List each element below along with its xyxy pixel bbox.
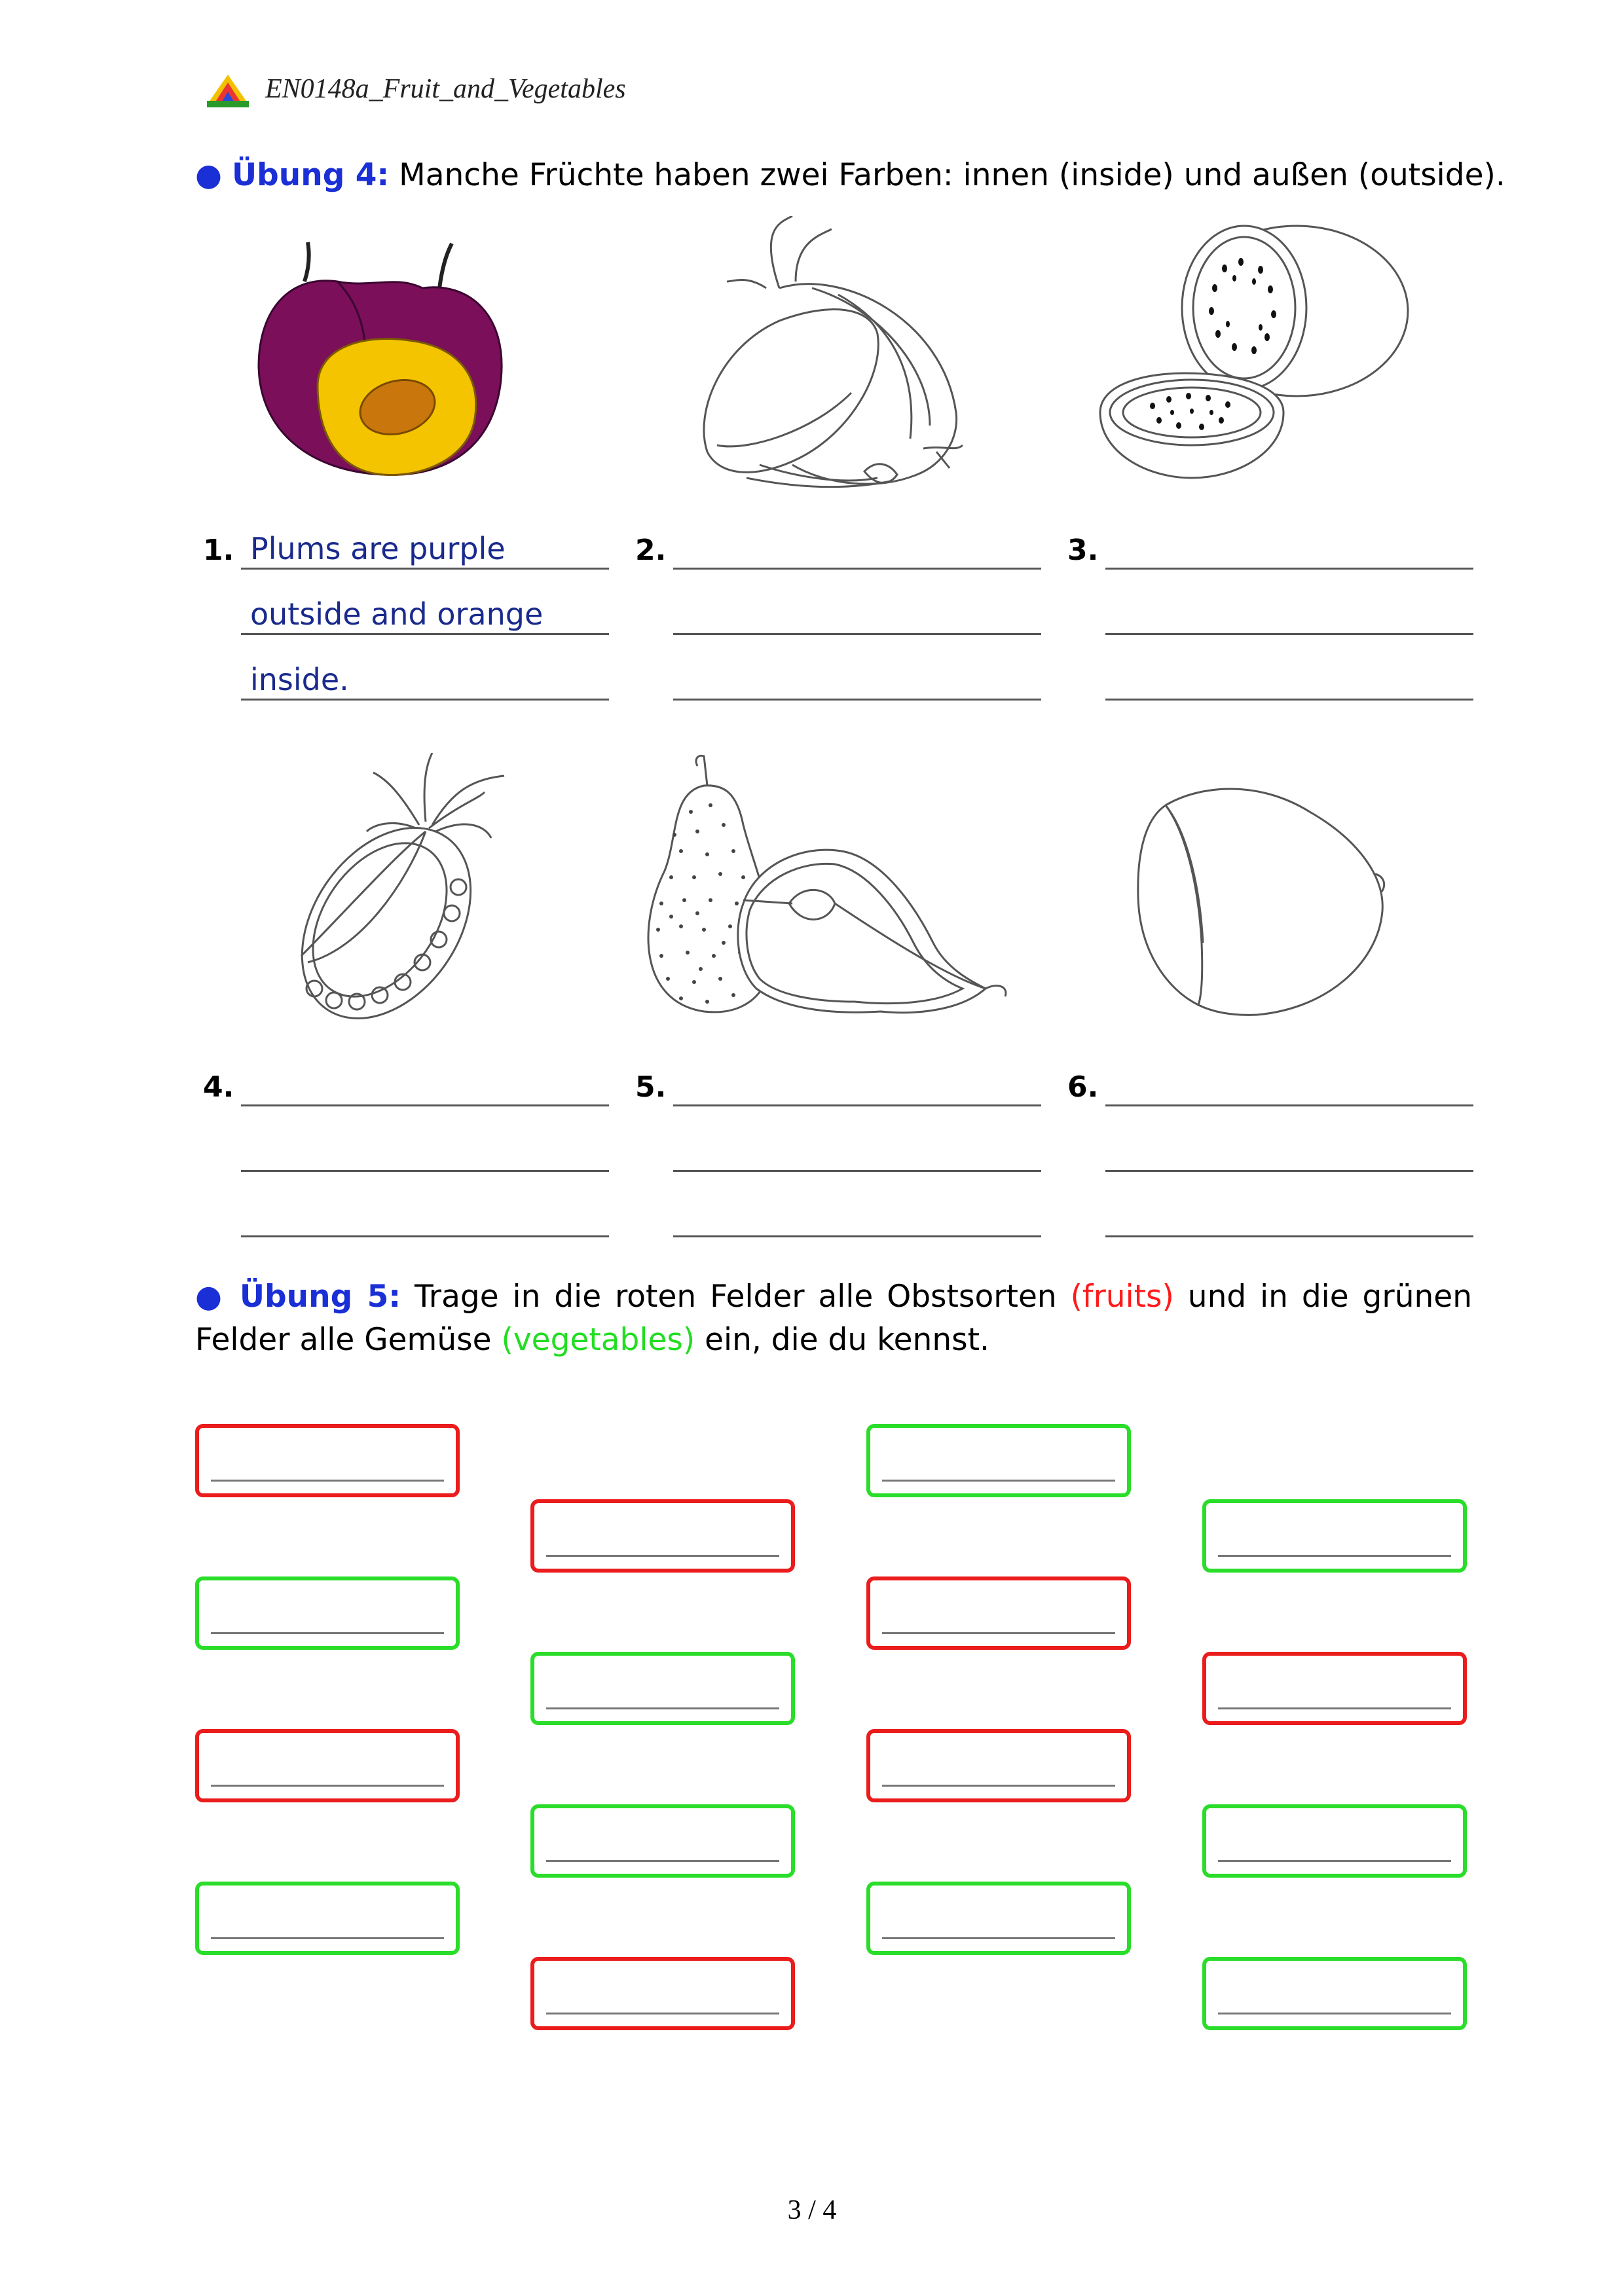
box-answer-line: [211, 1937, 444, 1939]
answer-number: 4.: [203, 1070, 234, 1104]
answer-number: 6.: [1067, 1070, 1099, 1104]
box-answer-line: [211, 1632, 444, 1634]
vegetable-box[interactable]: [1202, 1804, 1467, 1878]
answer-text: inside.: [250, 662, 349, 697]
vegetable-box[interactable]: [866, 1882, 1131, 1955]
box-answer-line: [882, 1937, 1115, 1939]
answer-line[interactable]: [1105, 568, 1473, 570]
document-title: EN0148a_Fruit_and_Vegetables: [265, 74, 626, 104]
answer-line[interactable]: [1105, 633, 1473, 635]
bullet: ●: [195, 1279, 226, 1315]
answer-line[interactable]: [241, 1104, 609, 1106]
vegetable-box[interactable]: [866, 1424, 1131, 1497]
answer-line[interactable]: [1105, 1170, 1473, 1172]
answer-number: 1.: [203, 534, 234, 567]
coconut-illustration: [1113, 766, 1401, 1028]
box-answer-line: [211, 1480, 444, 1482]
exercise-4-heading: [195, 155, 1505, 196]
answer-line[interactable]: [673, 1170, 1041, 1172]
plum-illustration: [252, 236, 514, 498]
answer-line[interactable]: [673, 633, 1041, 635]
answer-line[interactable]: [1105, 699, 1473, 701]
fruits-word: (fruits): [1070, 1279, 1174, 1315]
answer-line[interactable]: [241, 699, 609, 701]
box-answer-line: [882, 1480, 1115, 1482]
answer-text: outside and orange: [250, 596, 544, 632]
box-answer-line: [211, 1785, 444, 1787]
box-answer-line: [1218, 1555, 1451, 1557]
answer-line[interactable]: [241, 1170, 609, 1172]
exercise-5-text: Trage in die roten Felder alle Obstsorten: [414, 1279, 1057, 1315]
pear-illustration: [632, 753, 1012, 1028]
box-answer-line: [546, 1555, 779, 1557]
kiwi-illustration: [1094, 216, 1421, 491]
vegetable-box[interactable]: [530, 1652, 795, 1725]
exercise-5-text: ein, die du kennst.: [705, 1322, 989, 1358]
box-answer-line: [1218, 1707, 1451, 1709]
answer-line[interactable]: [673, 699, 1041, 701]
box-answer-line: [546, 1860, 779, 1862]
answer-line[interactable]: [1105, 1104, 1473, 1106]
page-number: 3 / 4: [787, 2195, 837, 2225]
vegetable-box[interactable]: [1202, 1499, 1467, 1573]
fruit-box[interactable]: [866, 1729, 1131, 1802]
vegetable-box[interactable]: [195, 1576, 460, 1650]
bullet: ●: [195, 157, 223, 193]
answer-number: 3.: [1067, 534, 1099, 567]
fruit-box[interactable]: [195, 1729, 460, 1802]
fruit-box[interactable]: [1202, 1652, 1467, 1725]
vegetable-box[interactable]: [195, 1882, 460, 1955]
answer-number: 5.: [635, 1070, 667, 1104]
pineapple-illustration: [262, 753, 537, 1028]
vegetable-box[interactable]: [1202, 1957, 1467, 2030]
answer-line[interactable]: [673, 1104, 1041, 1106]
exercise-4-label: Übung 4:: [231, 157, 390, 193]
fruit-box[interactable]: [530, 1499, 795, 1573]
nachhilfe-logo-icon: [204, 72, 251, 109]
exercise-5-heading: [195, 1275, 1472, 1362]
answer-line[interactable]: [241, 633, 609, 635]
onion-illustration: [681, 216, 969, 498]
answer-line[interactable]: [673, 1235, 1041, 1237]
box-answer-line: [546, 1707, 779, 1709]
answer-line[interactable]: [1105, 1235, 1473, 1237]
fruit-box[interactable]: [866, 1576, 1131, 1650]
answer-line[interactable]: [241, 568, 609, 570]
exercise-5-label: Übung 5:: [239, 1279, 401, 1315]
answer-line[interactable]: [673, 568, 1041, 570]
vegetable-box[interactable]: [530, 1804, 795, 1878]
exercise-4-instructions: Manche Früchte haben zwei Farben: innen (inside) und außen (outside).: [399, 157, 1505, 193]
fruit-box[interactable]: [195, 1424, 460, 1497]
box-answer-line: [546, 2013, 779, 2014]
exercise-5-text: und in die grünen Felder alle Gemüse: [195, 1279, 1472, 1358]
box-answer-line: [882, 1632, 1115, 1634]
fruit-box[interactable]: [530, 1957, 795, 2030]
answer-number: 2.: [635, 534, 667, 567]
answer-text: Plums are purple: [250, 531, 506, 566]
box-answer-line: [882, 1785, 1115, 1787]
vegetables-word: (vegetables): [501, 1322, 695, 1358]
answer-line[interactable]: [241, 1235, 609, 1237]
box-answer-line: [1218, 2013, 1451, 2014]
box-answer-line: [1218, 1860, 1451, 1862]
